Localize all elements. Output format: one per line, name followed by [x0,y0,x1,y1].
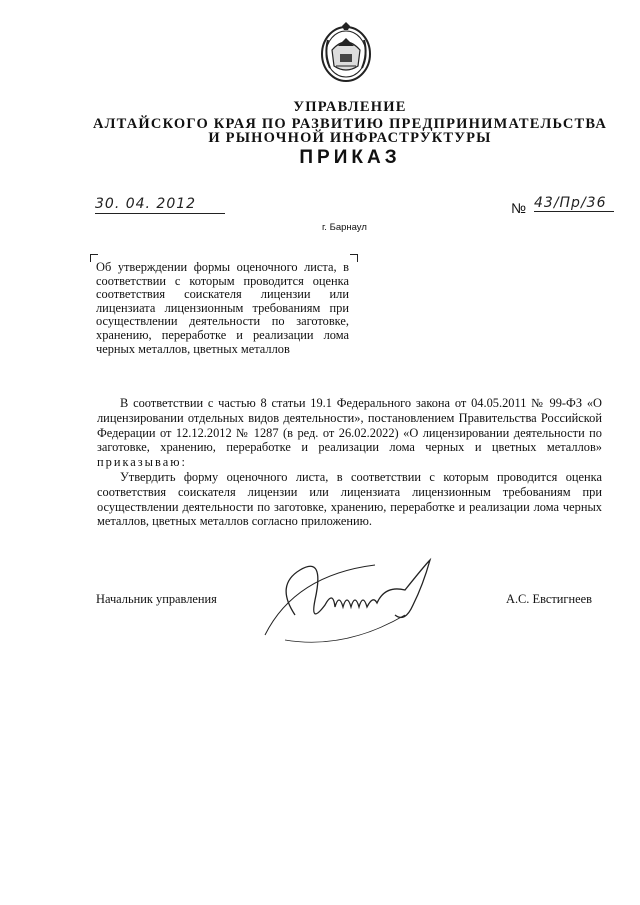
coat-of-arms-emblem [318,20,374,84]
order-action-word: приказываю: [97,455,187,470]
preamble-paragraph [97,396,602,470]
org-name-line-1: УПРАВЛЕНИЕ [293,99,407,115]
city-label: г. Барнаул [322,222,367,233]
handwritten-signature [255,545,445,655]
subject-corner-right [350,254,358,262]
preamble-text: В соответствии с частью 8 статьи 19.1 Федерального закона от 04.05.2011 № 99-ФЗ «О лицензировании отдельных видов деятельности», постановлением Правительства Российской Федерации от 12.12.2012 № 1287 (в ред. от 26.02.2022) «О лицензировании деятельности по заготовке, хранению, переработке и реализации лома черных и цветных металлов» [97,396,602,455]
org-name-line-2: АЛТАЙСКОГО КРАЯ ПО РАЗВИТИЮ ПРЕДПРИНИМАТЕЛЬСТВА [92,116,608,132]
order-subject: Об утверждении формы оценочного листа, в соответствии с которым проводится оценка соответствия соискателя лицензии или лицензиата лицензионным требованиям при осуществлении деятельности по заготовке, хранению, переработке и реализации лома черных металлов, цветных металлов [96,260,349,356]
order-number: 43/Пр/36 [534,195,614,212]
order-body [97,396,602,529]
order-date: 30. 04. 2012 [95,196,225,214]
signatory-name: А.С. Евстигнеев [506,592,592,606]
document-type-title: ПРИКАЗ [299,147,401,168]
order-number-label: № [511,200,527,216]
signatory-position: Начальник управления [96,592,217,606]
org-name-line-3: И РЫНОЧНОЙ ИНФРАСТРУКТУРЫ [208,130,492,146]
resolution-paragraph: Утвердить форму оценочного листа, в соответствии с которым проводится оценка соответствия соискателя лицензии или лицензиата лицензионным требованиям при осуществлении деятельности по заготовке, хранению, переработке и реализации лома черных металлов, цветных металлов согласно приложению. [97,469,602,529]
